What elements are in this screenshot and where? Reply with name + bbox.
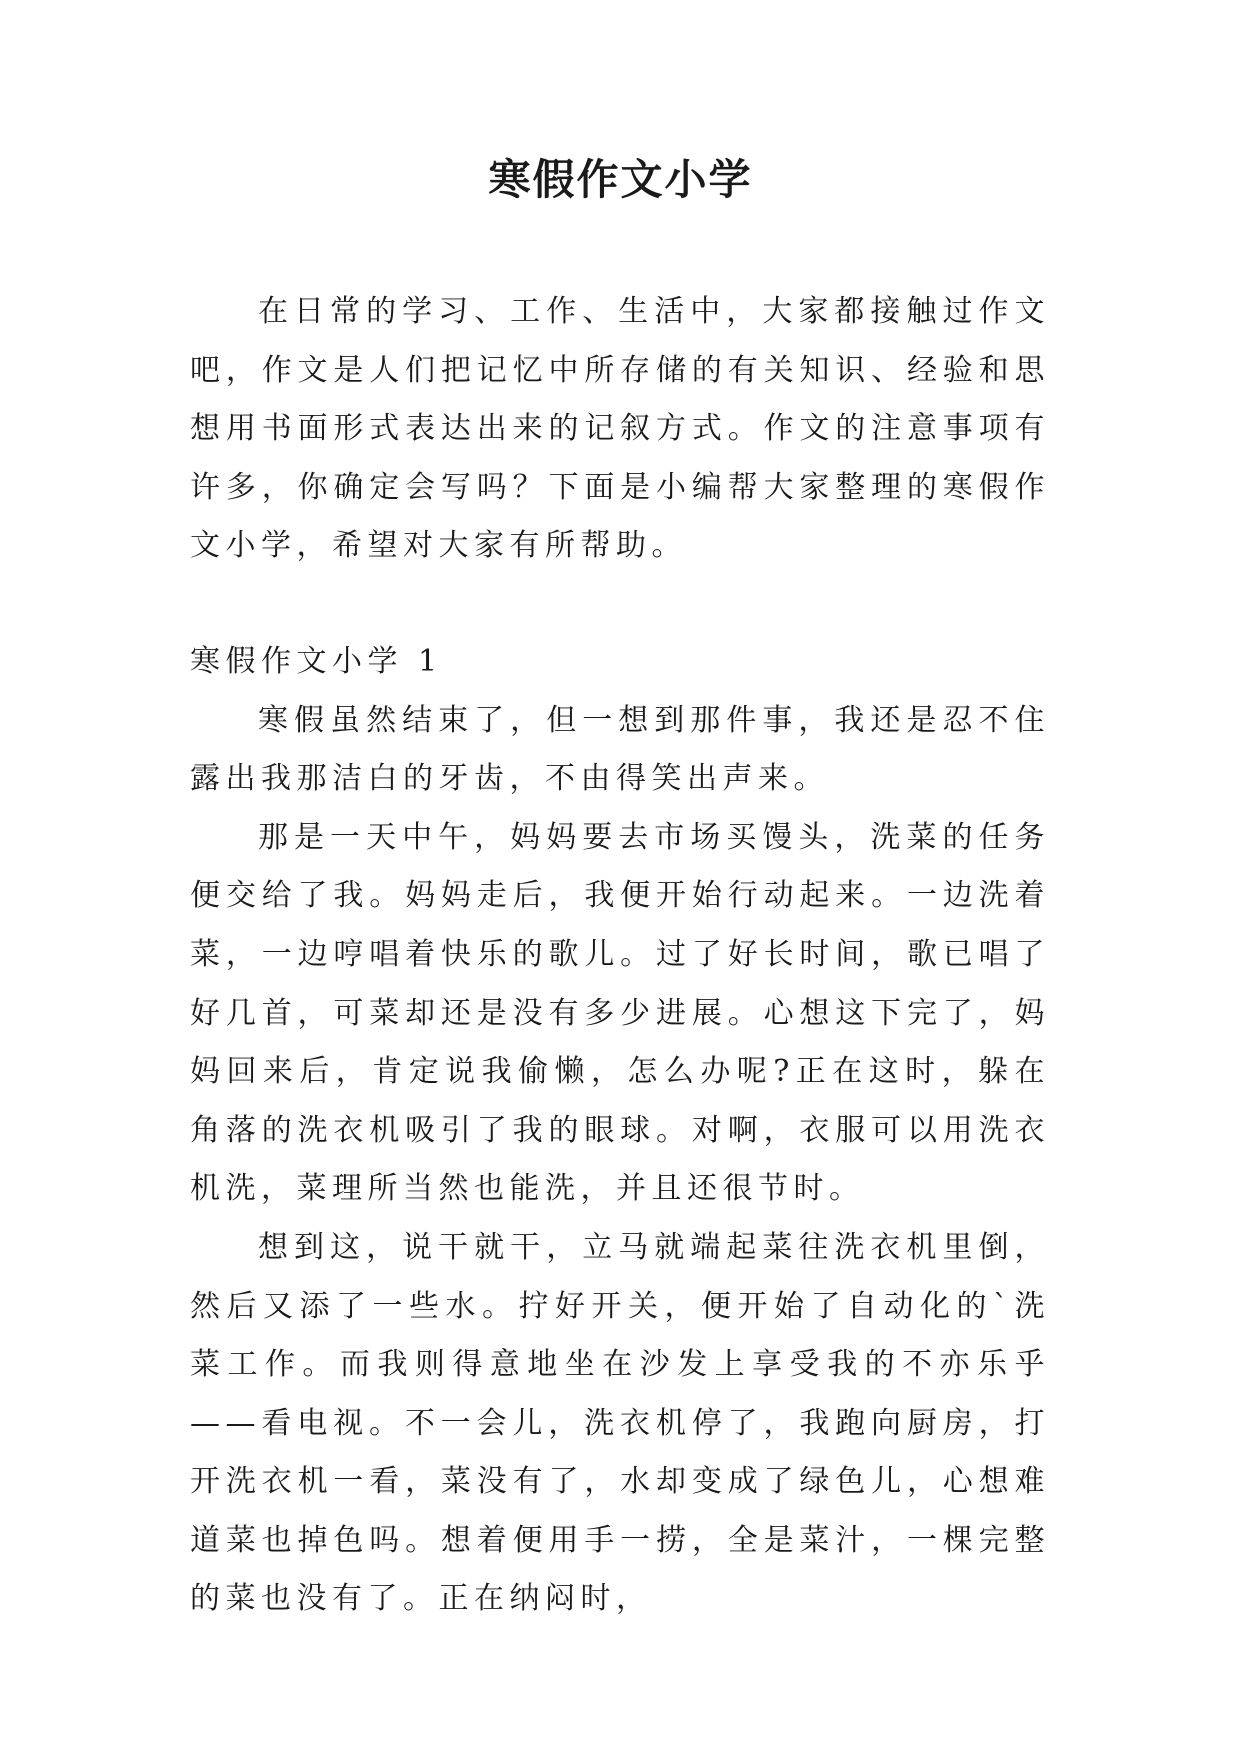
intro-paragraph: 在日常的学习、工作、生活中，大家都接触过作文吧，作文是人们把记忆中所存储的有关知识、经验和思想用书面形式表达出来的记叙方式。作文的注意事项有许多，你确定会写吗？下面是小编帮大家整理的寒假作文小学，希望对大家有所帮助。 (190, 294, 1050, 564)
section-heading: 寒假作文小学 1 (190, 643, 443, 679)
body-paragraph: 寒假虽然结束了，但一想到那件事，我还是忍不住露出我那洁白的牙齿，不由得笑出声来。 (190, 702, 1050, 797)
document-body (190, 283, 1050, 1629)
document-title: 寒假作文小学 (488, 155, 753, 204)
body-paragraph: 想到这，说干就干，立马就端起菜往洗衣机里倒，然后又添了一些水。拧好开关，便开始了自动化的`洗菜工作。而我则得意地坐在沙发上享受我的不亦乐乎——看电视。不一会儿，洗衣机停了，我跑向厨房，打开洗衣机一看，菜没有了，水却变成了绿色儿，心想难道菜也掉色吗。想着便用手一捞，全是菜汁，一棵完整的菜也没有了。正在纳闷时， (190, 1229, 1050, 1617)
body-paragraph: 那是一天中午，妈妈要去市场买馒头，洗菜的任务便交给了我。妈妈走后，我便开始行动起来。一边洗着菜，一边哼唱着快乐的歌儿。过了好长时间，歌已唱了好几首，可菜却还是没有多少进展。心想这下完了，妈妈回来后，肯定说我偷懒，怎么办呢?正在这时，躲在角落的洗衣机吸引了我的眼球。对啊，衣服可以用洗衣机洗，菜理所当然也能洗，并且还很节时。 (190, 819, 1050, 1207)
